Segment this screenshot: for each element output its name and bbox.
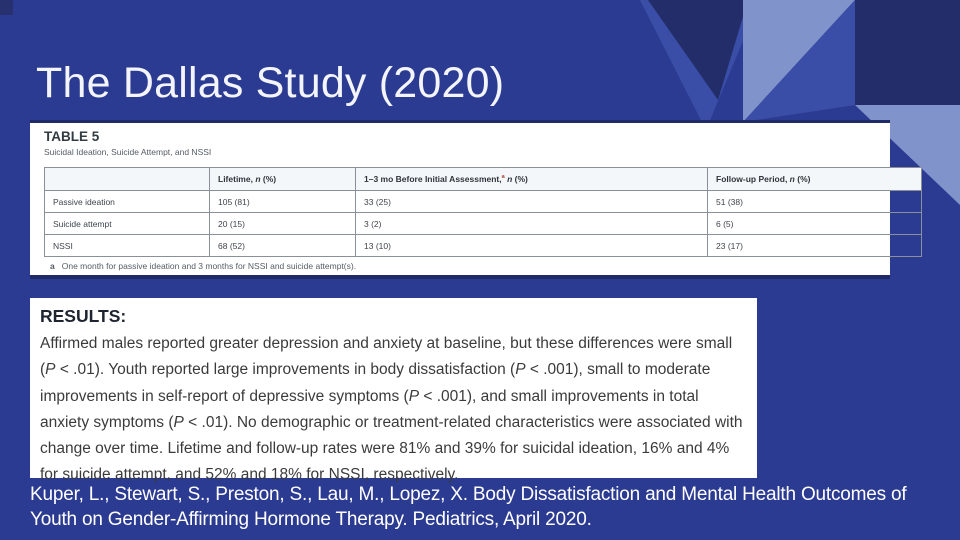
cell-value: 68 (52) — [210, 235, 356, 257]
cell-value: 3 (2) — [356, 213, 708, 235]
results-paragraph: Affirmed males reported greater depression and anxiety at baseline, but these differences were small (P < .01). Youth reported large improvements in body dissatisfaction (P < .001), small to moderate improvements in self-report of depressive symptoms (P < .001), and small improvements in total anxiety symptoms (P < .01). No demographic or treatment-related characteristics were associated with change over time. Lifetime and follow-up rates were 81% and 39% for suicidal ideation, 16% and 4% for suicide attempt, and 52% and 18% for NSSI, respectively. — [40, 335, 743, 484]
header-cell-before-assessment: 1–3 mo Before Initial Assessment,$^a$ n (%) — [356, 168, 708, 191]
header-cell-empty — [45, 168, 210, 191]
table-label: TABLE 5 — [44, 129, 100, 144]
slide-title: The Dallas Study (2020) — [36, 58, 505, 107]
table-row — [45, 191, 922, 213]
table-caption: Suicidal Ideation, Suicide Attempt, and NSSI — [44, 147, 212, 157]
cell-value: 20 (15) — [210, 213, 356, 235]
row-label: Suicide attempt — [45, 213, 210, 235]
periwinkle-upper-triangle — [743, 0, 855, 122]
navy-corner-square — [855, 0, 960, 105]
results-heading: RESULTS: — [40, 306, 127, 326]
citation — [30, 483, 950, 532]
table-row — [45, 213, 922, 235]
cell-value: 105 (81) — [210, 191, 356, 213]
top-left-corner-accent — [0, 0, 13, 15]
cell-value: 13 (10) — [356, 235, 708, 257]
citation-line: Youth on Gender-Affirming Hormone Therapy. Pediatrics, April 2020. — [30, 508, 592, 530]
medium-blue-wedge-triangle — [640, 0, 760, 130]
header-cell-followup: Follow-up Period, n (%) — [708, 168, 922, 191]
table-row — [45, 235, 922, 257]
header-cell-lifetime: Lifetime, n (%) — [210, 168, 356, 191]
results-card — [30, 298, 757, 484]
footnote-text: One month for passive ideation and 3 months for NSSI and suicide attempt(s). — [61, 261, 357, 271]
suicidality-data-table — [44, 167, 922, 257]
cell-value: 33 (25) — [356, 191, 708, 213]
row-label: Passive ideation — [45, 191, 210, 213]
footnote-marker: a — [50, 261, 55, 271]
cell-value: 23 (17) — [708, 235, 922, 257]
navy-wedge-triangle — [648, 0, 748, 100]
table-header-row — [45, 168, 922, 191]
citation-line: Kuper, L., Stewart, S., Preston, S., Lau, M., Lopez, X. Body Dissatisfaction and Mental Health Outcomes of — [30, 484, 907, 505]
row-label: NSSI — [45, 235, 210, 257]
medium-blue-band-triangle — [743, 0, 855, 122]
cell-value: 6 (5) — [708, 213, 922, 235]
table-figure-card — [30, 120, 890, 279]
table-footnote — [50, 261, 356, 271]
cell-value: 51 (38) — [708, 191, 922, 213]
